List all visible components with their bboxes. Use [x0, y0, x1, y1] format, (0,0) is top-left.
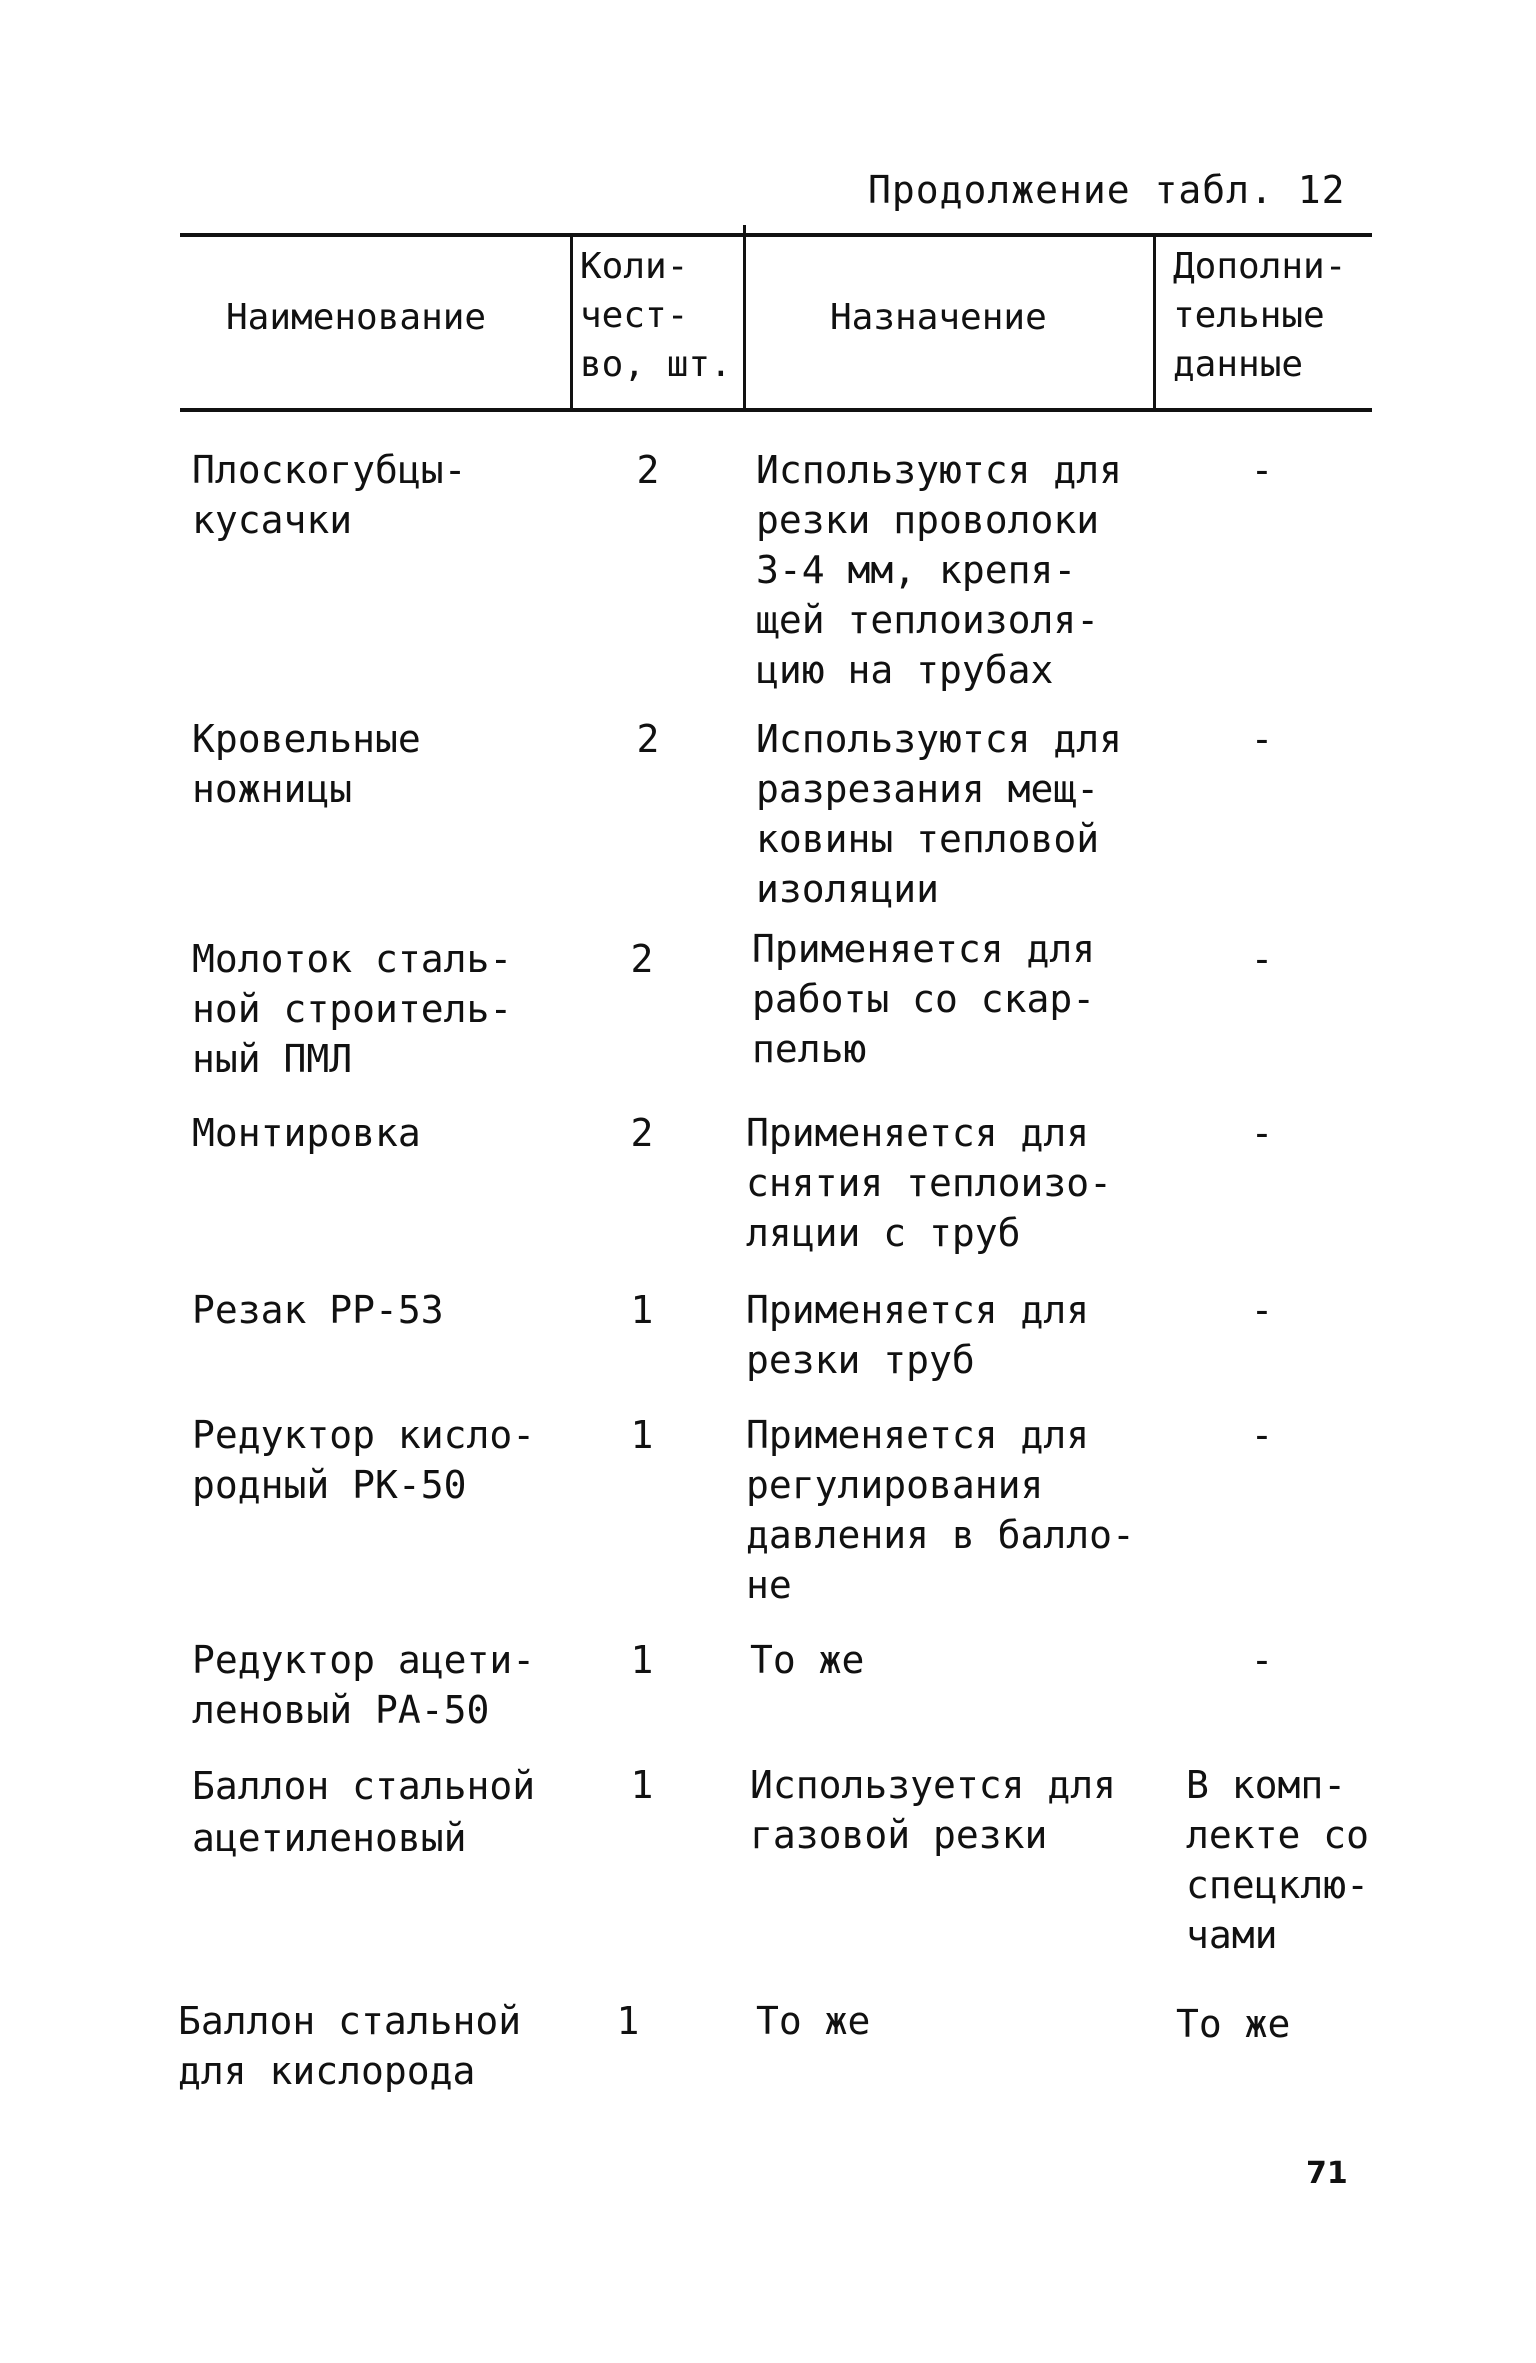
- table-row-purpose: Применяется для снятия теплоизо- ляции с труб: [746, 1111, 1113, 1255]
- table-row-purpose: Используется для газовой резки: [750, 1763, 1117, 1857]
- table-row-name: Редуктор кисло- родный РК-50: [192, 1413, 536, 1507]
- page-number: 71: [1306, 2156, 1348, 2191]
- table-row-extra: -: [1250, 717, 1274, 761]
- table-row-name: Редуктор ацети- леновый РА-50: [192, 1638, 536, 1732]
- table-row-qty: 2: [630, 1111, 654, 1155]
- table-row-extra: То же: [1176, 2002, 1291, 2046]
- table-row-name: Монтировка: [192, 1111, 421, 1155]
- table-row-qty: 1: [616, 1999, 640, 2043]
- table-row-extra: -: [1250, 1288, 1274, 1332]
- table-row-purpose: Применяется для работы со скар- пелью: [752, 927, 1096, 1071]
- table-row-name: Баллон стальной ацетиленовый: [192, 1764, 536, 1860]
- table-caption: Продолжение табл. 12: [868, 168, 1346, 212]
- table-row-purpose: Применяется для резки труб: [746, 1288, 1090, 1382]
- table-row-name: Плоскогубцы- кусачки: [192, 448, 467, 542]
- header-divider-2: [743, 225, 746, 411]
- table-row-qty: 1: [630, 1413, 654, 1457]
- table-row-extra: -: [1250, 448, 1274, 492]
- table-row-purpose: То же: [756, 1999, 871, 2043]
- header-top-rule: [180, 233, 1372, 237]
- table-row-name: Молоток сталь- ной строитель- ный ПМЛ: [192, 937, 513, 1081]
- header-divider-3: [1153, 233, 1156, 411]
- table-row-name: Кровельные ножницы: [192, 717, 421, 811]
- header-name: Наименование: [226, 297, 487, 338]
- table-row-name: Резак РР-53: [192, 1288, 444, 1332]
- header-bottom-rule: [180, 408, 1372, 412]
- header-quantity: Коли- чест- во, шт.: [580, 246, 732, 385]
- table-row-purpose: Применяется для регулирования давления в балло- не: [746, 1413, 1135, 1607]
- table-row-extra: В комп- лекте со спецклю- чами: [1186, 1763, 1370, 1957]
- table-row-qty: 2: [630, 937, 654, 981]
- table-row-qty: 2: [636, 717, 660, 761]
- table-row-purpose: То же: [750, 1638, 865, 1682]
- table-row-extra: -: [1250, 1638, 1274, 1682]
- table-row-purpose: Используются для резки проволоки 3-4 мм, крепя- щей теплоизоля- цию на трубах: [756, 448, 1123, 692]
- header-purpose: Назначение: [830, 297, 1047, 338]
- table-row-qty: 1: [630, 1288, 654, 1332]
- table-row-qty: 1: [630, 1638, 654, 1682]
- table-row-qty: 2: [636, 448, 660, 492]
- table-row-extra: -: [1250, 1111, 1274, 1155]
- table-row-extra: -: [1250, 1413, 1274, 1457]
- header-extra: Дополни- тельные данные: [1173, 246, 1347, 385]
- table-row-extra: -: [1250, 937, 1274, 981]
- table-row-name: Баллон стальной для кислорода: [178, 1999, 522, 2093]
- table-row-purpose: Используются для разрезания мещ- ковины тепловой изоляции: [756, 717, 1123, 911]
- header-divider-1: [570, 233, 573, 411]
- table-row-qty: 1: [630, 1763, 654, 1807]
